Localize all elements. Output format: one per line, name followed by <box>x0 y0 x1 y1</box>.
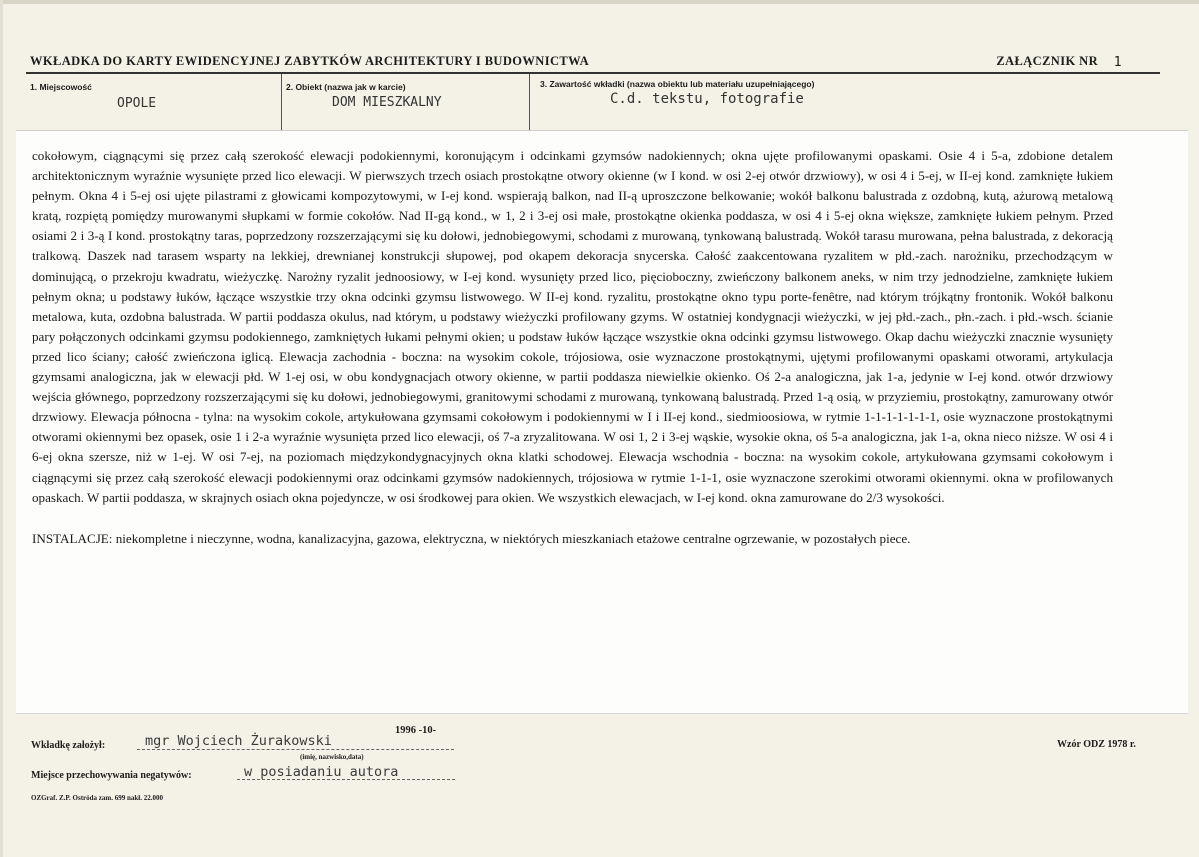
location-field <box>26 74 281 130</box>
contents-label: 3. Zawartość wkładki (nazwa obiektu lub materiału uzupełniającego) <box>540 79 815 89</box>
created-by-label: Wkładkę założył: <box>31 740 106 751</box>
description-paragraph: cokołowym, ciągnącymi się przez całą szerokość elewacji podokiennymi, koronującym i odcinkami gzymsów nadokiennych; okna ujęte profilowanymi opaskami. Osie 4 i 5-a, zdobione detalem architektonicznym wyraźnie wysunięte przed lico elewacji. W pierwszych trzech osiach prostokątne otwory okienne (w I kond. w osi 2-ej otwór drzwiowy), w osi 4 i 5-ej, w II-ej kond. zamknięte łukiem pełnym. Okna 4 i 5-ej osi ujęte pilastrami z głowicami kompozytowymi, w I-ej kond. wspierają balkon, nad II-ą uproszczone belkowanie; wokół balkonu balustrada z ozdobną, kutą, ażurową metalową kratą, rozpiętą pomiędzy murowanymi słupkami w formie cokołów. Nad II-gą kond., w 1, 2 i 3-ej osi małe, prostokątne okienka poddasza, w osi 4 i 5-ej okna większe, zamknięte łukiem pełnym. Przed osiami 2 i 3-ą I kond. prostokątny taras, poprzedzony rozszerzającymi się ku dołowi, jednobiegowymi, schodami z murowaną, tynkowaną balustradą. Wokół tarasu murowana, pełna balustrada, z dekoracją tralkową. Daszek nad tarasem wsparty na lekkiej, drewnianej konstrukcji słupowej, pod okapem dekoracja snycerska. Całość zaakcentowana ryzalitem w płd.-zach. narożniku, przechodzącym w dominującą, o przekroju kwadratu, wieżyczkę. Narożny ryzalit jednoosiowy, w I-ej kond. wysunięty przed lico, pięcioboczny, zwieńczony balkonem aneks, w nim trzy jednodzielne, zamknięte łukiem pełnym okna; u podstawy łuków, łączące wszystkie trzy okna odcinki gzymsu listwowego. W II-ej kond. ryzalitu, prostokątne okno typu porte-fenêtre, nad którym trójkątny frontonik. Wokół balkonu metalowa, kuta, ozdobna balustrada. W partii poddasza okulus, nad którym, u podstawy wieżyczki profilowany gzyms. W ostatniej kondygnacji wieżyczki, w jej płd.-zach., płn.-zach. i płd.-wsch. ścianie pary połączonych odcinkami gzymsu podokiennego, zamkniętych łukami pełnymi okien; u podstaw łuków łączące wszystkie okna odcinki gzymsu listwowego. Okap dachu wieżyczki znacznie wysunięty przed lico ściany; całość zwieńczona iglicą. Elewacja zachodnia - boczna: na wysokim cokole, trójosiowa, osie wyznaczone prostokątnymi, ujętymi profilowanymi opaskami otworami, artykulacja gzymsami analogiczna, jak w elewacji płd. W 1-ej osi, w obu kondygnacjach otwory okienne, w partii poddasza niewielkie okienko. Oś 2-a analogiczna, jak 1-a, jedynie w I-ej kond. otwór drzwiowy wejścia głównego, poprzedzony rozszerzającymi się ku dołowi, jednobiegowymi, granitowymi schodami z murowaną, tynkowaną balustradą. Przed 1-ą osią, w przyziemiu, prostokątny, zamurowany otwór drzwiowy. Elewacja północna - tylna: na wysokim cokole, artykułowana gzymsami cokołowym i podokiennymi w I i II-ej kond., siedmioosiowa, w rytmie 1-1-1-1-1-1-1, osie wyznaczone prostokątnymi otworami okiennymi bez opasek, osie 1 i 2-a wyraźnie wysunięta przed lico elewacji, oś 7-a zryzalitowana. W osi 1, 2 i 3-ej wąskie, wysokie okna, oś 5-a analogiczna, jak 1-a, okna nieco niższe. W osi 4 i 6-ej okna szersze, niż w 1-ej. W osi 7-ej, na poziomach międzykondygnacyjnych okna klatki schodowej. Elewacja wschodnia - boczna: na wysokim cokole, artykułowana gzymsami cokołowym i ciągnącymi się przez całą szerokość elewacji podokiennymi oraz odcinkami gzymsów nadokiennych, trójosiowa w rytmie 1-1-1, osie wyznaczone szerokimi otworami okiennymi. okna w profilowanych opaskach. W partii poddasza, w skrajnych osiach okna pojedyncze, w osi środkowej para okien. We wszystkich elewacjach, w I-ej kond. okna zamurowane do 2/3 wysokości. <box>32 148 1113 505</box>
form-title: WKŁADKA DO KARTY EWIDENCYJNEJ ZABYTKÓW ARCHITEKTURY I BUDOWNICTWA <box>30 54 590 68</box>
negatives-line <box>237 779 455 780</box>
contents-field <box>529 74 1161 130</box>
sheet-edge <box>0 0 3 857</box>
annex-label: ZAŁĄCZNIK NR <box>996 54 1098 68</box>
object-value: DOM MIESZKALNY <box>332 95 442 110</box>
location-label: 1. Miejscowość <box>30 82 92 92</box>
sheet-edge <box>0 0 1199 4</box>
location-value: OPOLE <box>117 96 157 111</box>
installations-paragraph: INSTALACJE: niekompletne i nieczynne, wodna, kanalizacyjna, gazowa, elektryczna, w niektórych mieszkaniach etażowe centralne ogrzewanie, w pozostałych piece. <box>32 530 911 546</box>
form-template-label: Wzór ODZ 1978 r. <box>1057 739 1136 750</box>
negatives-label: Miejsce przechowywania negatywów: <box>31 770 192 781</box>
created-sub-label: (imię, nazwisko,data) <box>300 753 364 761</box>
created-by-line <box>137 749 454 750</box>
object-label: 2. Obiekt (nazwa jak w karcie) <box>286 82 406 92</box>
description-text <box>32 146 1113 549</box>
created-date: 1996 -10- <box>395 725 437 736</box>
annex-number: 1 <box>1113 55 1122 70</box>
object-field <box>281 74 530 130</box>
print-info: OZGraf. Z.P. Ostróda zam. 699 nakł. 22.000 <box>31 794 163 802</box>
created-by-value: mgr Wojciech Żurakowski <box>145 733 332 749</box>
form-header <box>30 52 1160 70</box>
form-fields <box>26 74 1160 130</box>
negatives-value: w posiadaniu autora <box>244 764 399 780</box>
contents-value: C.d. tekstu, fotografie <box>610 91 804 107</box>
